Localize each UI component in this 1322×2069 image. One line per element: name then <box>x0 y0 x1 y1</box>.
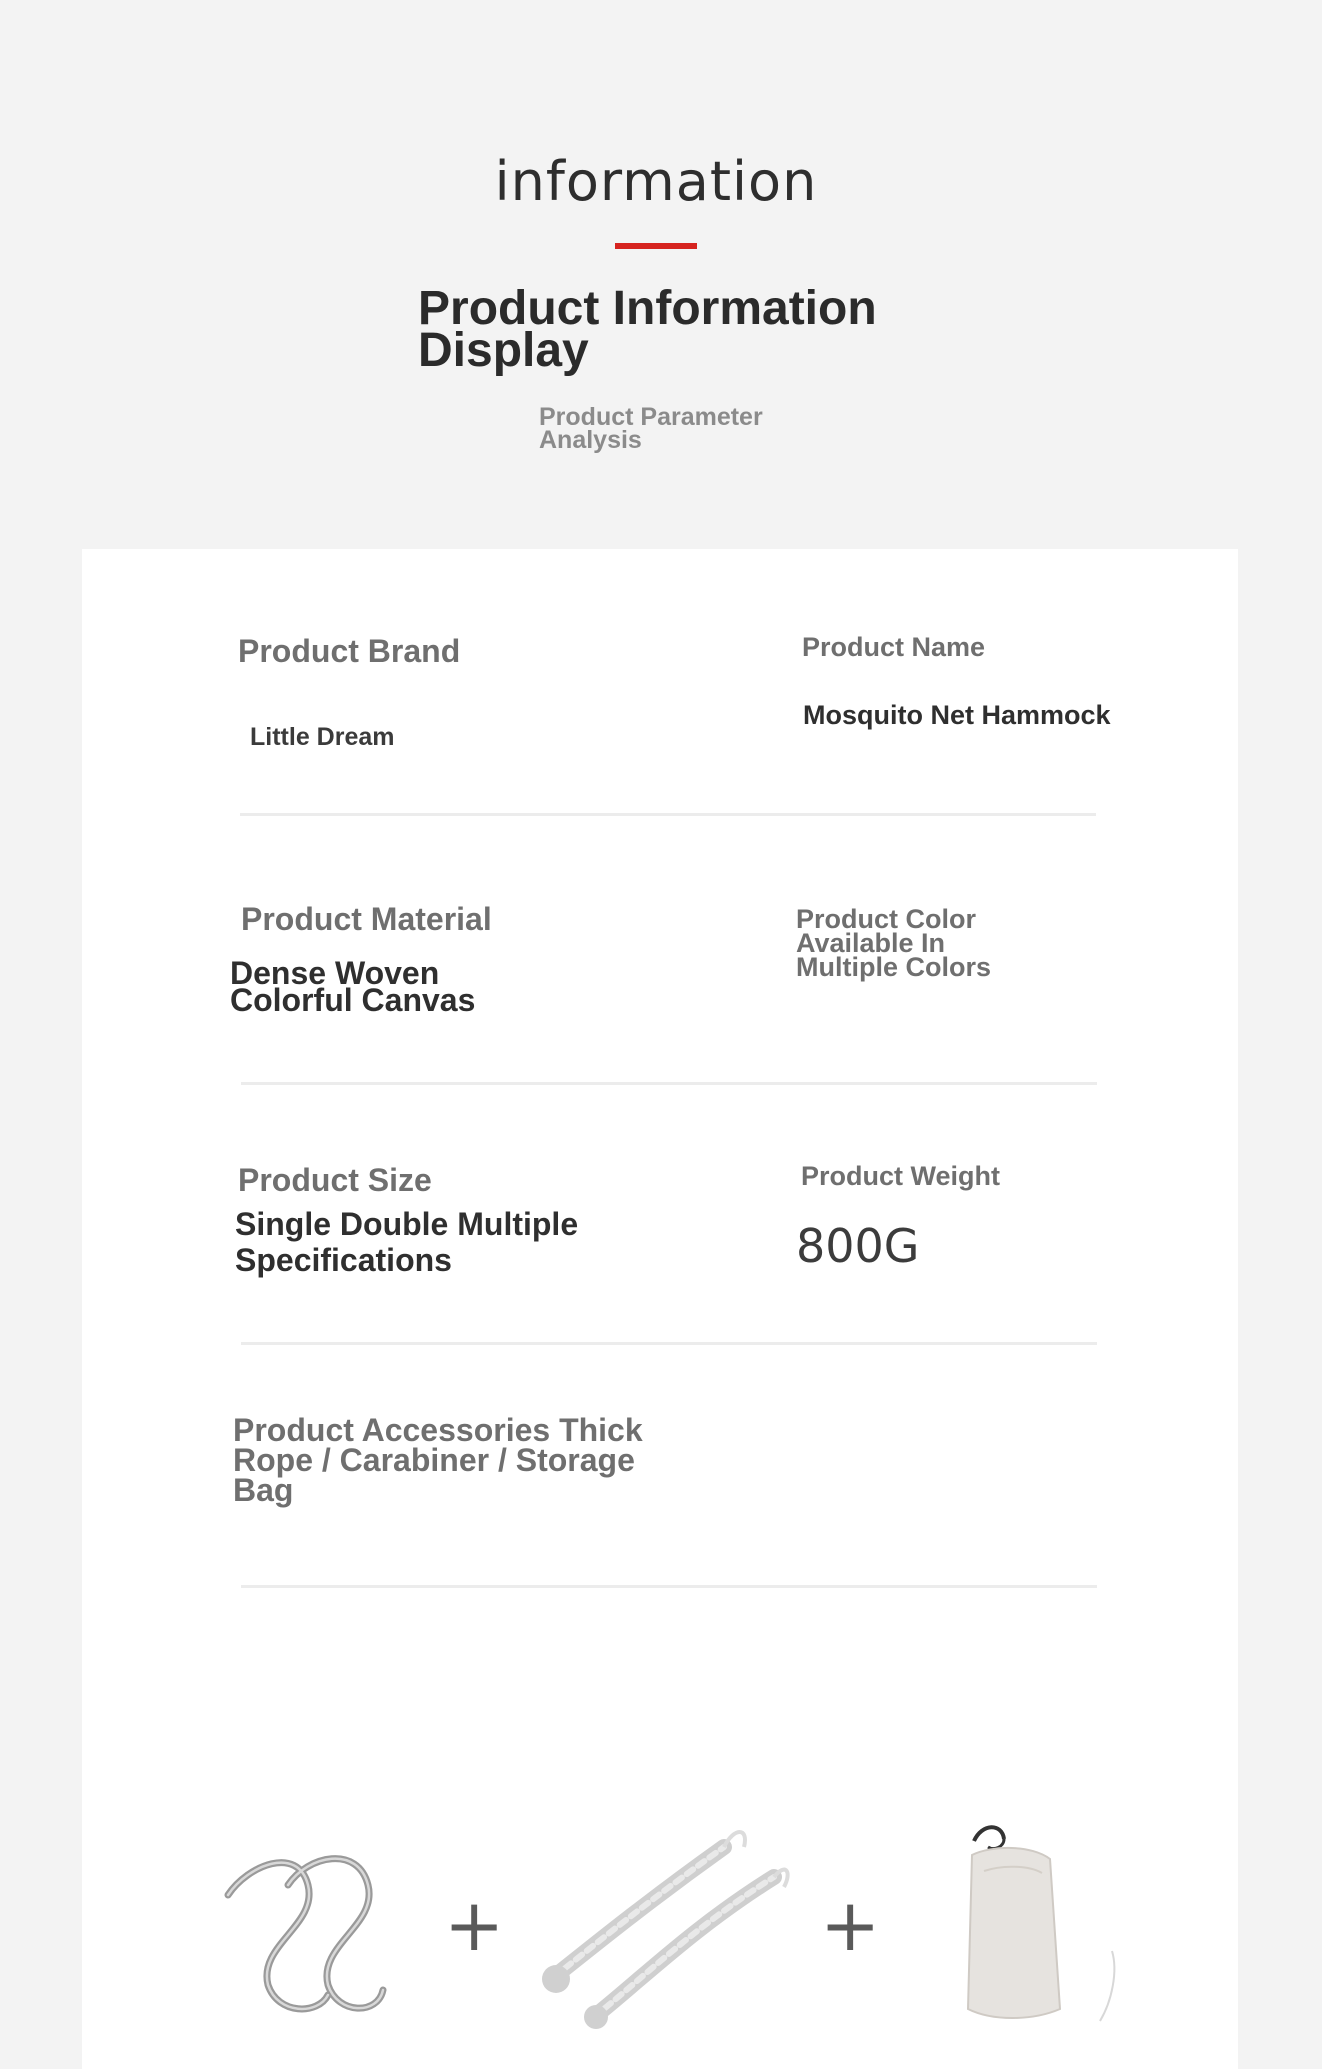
weight-value: 800G <box>796 1219 920 1273</box>
page-subheading: Product Parameter Analysis <box>539 403 763 454</box>
brand-value: Little Dream <box>250 723 395 751</box>
row-divider <box>241 1342 1097 1345</box>
title-accent-bar <box>615 243 697 249</box>
plus-separator: + <box>820 1883 881 1967</box>
material-label: Product Material <box>241 901 492 937</box>
material-value: Dense Woven Colorful Canvas <box>230 955 476 1018</box>
storage-bag-icon <box>932 1811 1132 2027</box>
s-hook-icon <box>218 1825 398 2025</box>
page-heading: Product Information Display <box>418 282 877 377</box>
name-label: Product Name <box>802 632 986 662</box>
spec-card <box>82 549 1238 2069</box>
plus-separator: + <box>444 1883 505 1967</box>
section-title: information <box>494 150 818 213</box>
brand-label: Product Brand <box>238 633 461 669</box>
weight-label: Product Weight <box>801 1161 1000 1191</box>
accessories-info: Product Accessories Thick Rope / Carabiner / Storage Bag <box>233 1412 643 1508</box>
color-info: Product Color Available In Multiple Colors <box>796 904 991 982</box>
size-value: Single Double Multiple Specifications <box>235 1206 579 1278</box>
size-label: Product Size <box>238 1162 432 1198</box>
rope-icon <box>534 1817 794 2033</box>
row-divider <box>240 813 1096 816</box>
name-value: Mosquito Net Hammock <box>803 700 1111 730</box>
row-divider <box>241 1585 1097 1588</box>
row-divider <box>241 1082 1097 1085</box>
